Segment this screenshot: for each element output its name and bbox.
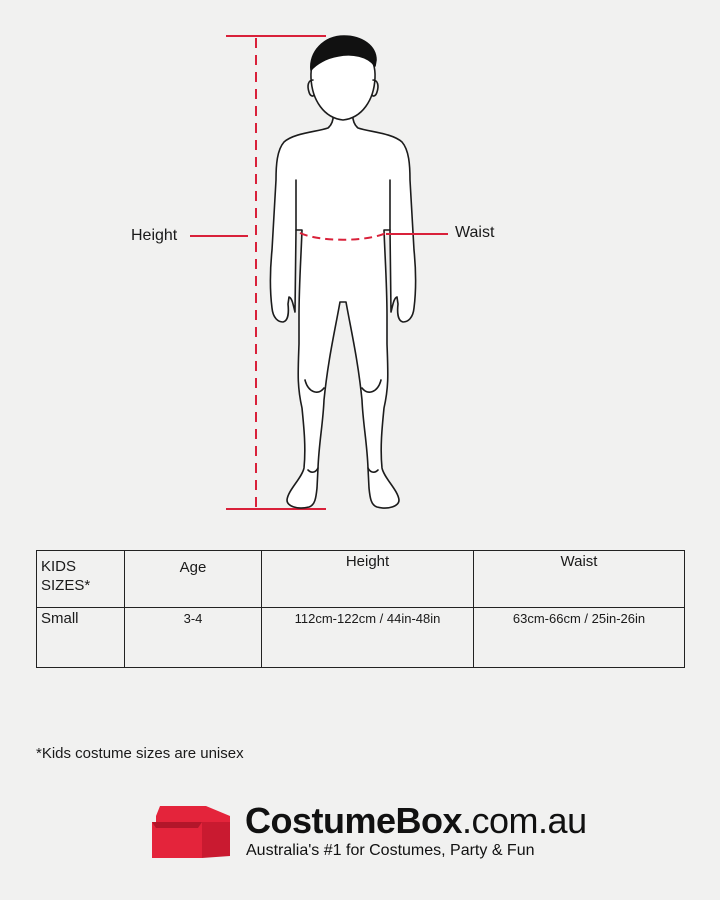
cell-height: 112cm-122cm / 44in-48in xyxy=(262,608,474,668)
waist-label: Waist xyxy=(455,224,495,241)
table-row xyxy=(37,608,685,668)
brand-domain: .com.au xyxy=(462,800,587,841)
brand-tagline: Australia's #1 for Costumes, Party & Fun xyxy=(246,842,535,859)
size-chart-table xyxy=(36,550,685,668)
costumebox-brand xyxy=(150,800,590,870)
table-header-row xyxy=(37,551,685,608)
red-box-logo-icon xyxy=(150,802,234,862)
header-sizes-line: SIZES* xyxy=(41,577,91,594)
child-figure xyxy=(271,36,416,508)
brand-name-main: CostumeBox xyxy=(245,800,463,841)
height-label: Height xyxy=(131,227,178,244)
header-waist: Waist xyxy=(474,551,685,608)
header-age: Age xyxy=(125,551,262,608)
unisex-footnote: *Kids costume sizes are unisex xyxy=(36,745,244,762)
header-height: Height xyxy=(262,551,474,608)
header-kids-sizes xyxy=(37,551,125,608)
cell-age: 3-4 xyxy=(125,608,262,668)
cell-waist: 63cm-66cm / 25in-26in xyxy=(474,608,685,668)
cell-size: Small xyxy=(37,608,125,668)
header-kids-line: KIDS xyxy=(41,558,77,575)
brand-name xyxy=(245,800,587,842)
